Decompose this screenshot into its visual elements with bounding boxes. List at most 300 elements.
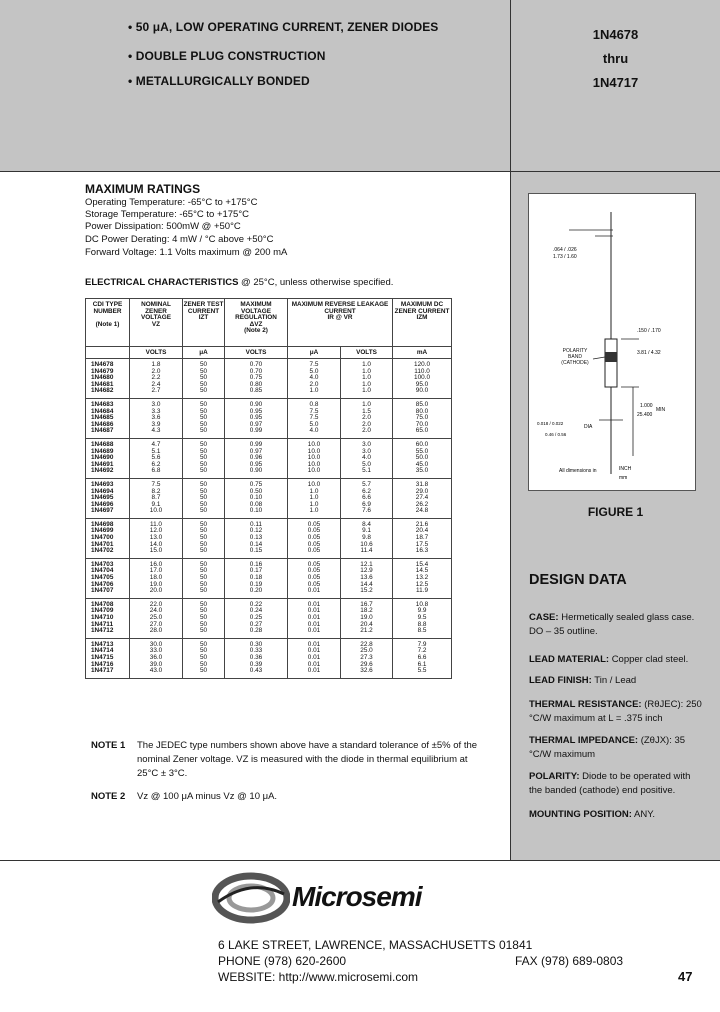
device-number-cell: 1N4688 [86,438,130,448]
value-cell: 0.99 [225,438,288,448]
value-cell: 55.0 [393,449,452,456]
value-cell: 28.0 [130,628,183,638]
unit-cell: VOLTS [130,347,183,359]
value-cell: 50 [183,369,225,376]
value-cell: 20.4 [393,528,452,535]
microsemi-logo-text: Microsemi [292,881,422,912]
table-row [86,582,452,589]
value-cell: 50 [183,478,225,488]
value-cell: 7.5 [288,409,341,416]
device-number-cell: 1N4689 [86,449,130,456]
website: WEBSITE: http://www.microsemi.com [218,970,419,984]
table-row [86,615,452,622]
dd-lead-finish: LEAD FINISH: Tin / Lead [529,675,637,686]
value-cell: 0.01 [288,638,341,648]
value-cell: 22.0 [130,598,183,608]
value-cell: 24.0 [130,608,183,615]
value-cell: 0.97 [225,422,288,429]
note-line: nominal Zener voltage. VZ is measured with the diode in thermal equilibrium at [137,754,468,765]
ec-heading [85,277,393,288]
table-row [86,622,452,629]
value-cell: 0.11 [225,518,288,528]
value-cell: 0.16 [225,558,288,568]
value-cell: 7.2 [393,648,452,655]
dim-unit-in: INCH [619,466,632,472]
value-cell: 13.0 [130,535,183,542]
table-row [86,369,452,376]
value-cell: 0.05 [288,548,341,558]
col-header-voltage-regulation: MAXIMUM VOLTAGE REGULATION ΔVZ (Note 2) [225,299,288,347]
value-cell: 2.0 [130,369,183,376]
value-cell: 70.0 [393,422,452,429]
cathode-band [605,352,617,362]
value-cell: 0.05 [288,558,341,568]
value-cell: 0.95 [225,462,288,469]
value-cell: 80.0 [393,409,452,416]
value-cell: 17.0 [130,568,183,575]
value-cell: 0.95 [225,409,288,416]
value-cell: 0.17 [225,568,288,575]
value-cell: 50 [183,455,225,462]
device-number-cell: 1N4703 [86,558,130,568]
value-cell: 31.8 [393,478,452,488]
value-cell: 50 [183,655,225,662]
table-row [86,535,452,542]
value-cell: 85.0 [393,398,452,408]
table-row [86,359,452,369]
device-number-cell: 1N4696 [86,502,130,509]
value-cell: 50 [183,382,225,389]
table-row [86,462,452,469]
part-number-to: 1N4717 [592,75,639,90]
value-cell: 30.0 [130,638,183,648]
value-cell: 75.0 [393,415,452,422]
value-cell: 27.3 [341,655,393,662]
value-cell: 1.0 [341,388,393,398]
device-number-cell: 1N4684 [86,409,130,416]
value-cell: 7.5 [288,359,341,369]
value-cell: 9.8 [341,535,393,542]
note-line: 25°C ± 3°C. [137,768,188,779]
feature-bullet-3: • METALLURGICALLY BONDED [128,74,310,88]
figure-1-drawing [528,193,696,491]
device-number-cell: 1N4690 [86,455,130,462]
value-cell: 50 [183,462,225,469]
value-cell: 0.70 [225,369,288,376]
value-cell: 7.6 [341,508,393,518]
value-cell: 110.0 [393,369,452,376]
value-cell: 50 [183,542,225,549]
value-cell: 15.2 [341,588,393,598]
value-cell: 95.0 [393,382,452,389]
value-cell: 6.6 [341,495,393,502]
dd-polarity: POLARITY: Diode to be operated with the banded (cathode) end positive. [529,771,691,796]
dd-lead-material: LEAD MATERIAL: Copper clad steel. [529,654,689,665]
value-cell: 1.0 [341,398,393,408]
value-cell: 0.01 [288,622,341,629]
value-cell: 0.95 [225,415,288,422]
note-line: Vz @ 100 μA minus Vz @ 10 μA. [137,791,278,802]
value-cell: 0.85 [225,388,288,398]
device-number-cell: 1N4716 [86,662,130,669]
device-number-cell: 1N4682 [86,388,130,398]
value-cell: 0.14 [225,542,288,549]
value-cell: 12.1 [341,558,393,568]
value-cell: 10.0 [288,438,341,448]
value-cell: 10.6 [341,542,393,549]
value-cell: 0.15 [225,548,288,558]
value-cell: 50 [183,528,225,535]
rating-line: Forward Voltage: 1.1 Volts maximum @ 200 mA [85,247,288,258]
value-cell: 10.8 [393,598,452,608]
value-cell: 0.70 [225,359,288,369]
value-cell: 50 [183,668,225,678]
value-cell: 16.0 [130,558,183,568]
device-number-cell: 1N4717 [86,668,130,678]
table-row [86,668,452,678]
feature-bullet-2: • DOUBLE PLUG CONSTRUCTION [128,49,326,63]
value-cell: 5.5 [393,668,452,678]
glass-body [605,339,617,387]
value-cell: 0.13 [225,535,288,542]
table-row [86,428,452,438]
note-line: The JEDEC type numbers shown above have a standard tolerance of ±5% of the [137,740,478,751]
value-cell: 6.6 [393,655,452,662]
value-cell: 15.0 [130,548,183,558]
table-row [86,558,452,568]
table-row [86,375,452,382]
value-cell: 1.0 [288,508,341,518]
value-cell: 0.36 [225,655,288,662]
table-row [86,478,452,488]
device-number-cell: 1N4702 [86,548,130,558]
value-cell: 14.5 [393,568,452,575]
value-cell: 19.0 [341,615,393,622]
value-cell: 0.05 [288,582,341,589]
device-number-cell: 1N4699 [86,528,130,535]
device-number-cell: 1N4693 [86,478,130,488]
value-cell: 5.0 [341,462,393,469]
part-number-from: 1N4678 [592,27,639,42]
value-cell: 0.97 [225,449,288,456]
value-cell: 16.7 [341,598,393,608]
value-cell: 0.01 [288,655,341,662]
value-cell: 10.0 [288,462,341,469]
unit-cell: VOLTS [225,347,288,359]
fax: FAX (978) 689-0803 [515,954,624,968]
value-cell: 2.7 [130,388,183,398]
dim-unit-mm: mm [619,475,628,481]
value-cell: 0.01 [288,668,341,678]
value-cell: 3.0 [341,449,393,456]
value-cell: 1.0 [288,489,341,496]
value-cell: 3.6 [130,415,183,422]
value-cell: 0.30 [225,638,288,648]
device-number-cell: 1N4683 [86,398,130,408]
value-cell: 6.9 [341,502,393,509]
value-cell: 50 [183,582,225,589]
dim-dia-text: 0.018 / 0.022 [537,421,564,426]
value-cell: 0.01 [288,662,341,669]
value-cell: 10.0 [130,508,183,518]
value-cell: 0.10 [225,508,288,518]
value-cell: 60.0 [393,438,452,448]
value-cell: 50 [183,422,225,429]
value-cell: 14.0 [130,542,183,549]
value-cell: 45.0 [393,462,452,469]
value-cell: 17.5 [393,542,452,549]
device-number-cell: 1N4697 [86,508,130,518]
table-row [86,398,452,408]
table-row [86,655,452,662]
rating-line: Operating Temperature: -65°C to +175°C [85,197,258,208]
value-cell: 90.0 [393,388,452,398]
value-cell: 5.1 [130,449,183,456]
value-cell: 50 [183,438,225,448]
device-number-cell: 1N4687 [86,428,130,438]
value-cell: 50 [183,535,225,542]
value-cell: 4.7 [130,438,183,448]
value-cell: 50 [183,375,225,382]
value-cell: 50 [183,662,225,669]
value-cell: 2.2 [130,375,183,382]
value-cell: 10.0 [288,455,341,462]
device-number-cell: 1N4694 [86,489,130,496]
table-row [86,648,452,655]
value-cell: 4.0 [288,428,341,438]
value-cell: 29.6 [341,662,393,669]
value-cell: 29.0 [393,489,452,496]
diode-outline-svg [529,194,695,490]
value-cell: 18.2 [341,608,393,615]
device-number-cell: 1N4698 [86,518,130,528]
value-cell: 26.2 [393,502,452,509]
value-cell: 9.5 [393,615,452,622]
value-cell: 32.6 [341,668,393,678]
dim-note-text: All dimensions in [559,468,597,474]
value-cell: 0.01 [288,628,341,638]
device-number-cell: 1N4700 [86,535,130,542]
dim-body-mm-text: 3.81 / 4.32 [637,350,661,356]
value-cell: 50 [183,398,225,408]
value-cell: 50 [183,598,225,608]
value-cell: 0.12 [225,528,288,535]
device-number-cell: 1N4707 [86,588,130,598]
value-cell: 1.0 [288,502,341,509]
value-cell: 4.3 [130,428,183,438]
table-row [86,662,452,669]
value-cell: 50 [183,518,225,528]
table-row [86,489,452,496]
value-cell: 0.05 [288,528,341,535]
value-cell: 3.9 [130,422,183,429]
device-number-cell: 1N4712 [86,628,130,638]
table-row [86,588,452,598]
value-cell: 13.6 [341,575,393,582]
dim-lead-mm-text: 1.73 / 1.60 [553,254,577,260]
value-cell: 7.5 [288,415,341,422]
device-number-cell: 1N4711 [86,622,130,629]
dia-text: DIA [584,424,593,430]
leader-line [593,357,605,359]
table-row [86,502,452,509]
value-cell: 4.0 [288,375,341,382]
device-number-cell: 1N4691 [86,462,130,469]
dd-case: CASE: Hermetically sealed glass case. DO – 35 outline. [529,612,695,637]
value-cell: 21.6 [393,518,452,528]
value-cell: 0.05 [288,568,341,575]
value-cell: 22.8 [341,638,393,648]
value-cell: 3.0 [130,398,183,408]
value-cell: 50 [183,449,225,456]
value-cell: 7.5 [130,478,183,488]
value-cell: 36.0 [130,655,183,662]
value-cell: 50 [183,638,225,648]
device-number-cell: 1N4715 [86,655,130,662]
device-number-cell: 1N4714 [86,648,130,655]
note-2-text [137,790,482,804]
device-number-cell: 1N4679 [86,369,130,376]
figure-caption: FIGURE 1 [587,505,644,519]
value-cell: 50 [183,502,225,509]
value-cell: 50 [183,558,225,568]
table-header-row [86,299,452,347]
part-number-thru: thru [602,51,629,66]
design-data-title: DESIGN DATA [529,572,627,588]
value-cell: 1.0 [341,369,393,376]
table-row [86,422,452,429]
value-cell: 20.4 [341,622,393,629]
table-row [86,382,452,389]
device-number-cell: 1N4680 [86,375,130,382]
device-number-cell: 1N4701 [86,542,130,549]
device-number-cell: 1N4713 [86,638,130,648]
value-cell: 0.90 [225,468,288,478]
value-cell: 0.50 [225,489,288,496]
value-cell: 6.1 [393,662,452,669]
value-cell: 5.1 [341,468,393,478]
value-cell: 4.0 [341,455,393,462]
table-row [86,598,452,608]
value-cell: 11.4 [341,548,393,558]
device-number-cell: 1N4708 [86,598,130,608]
dd-thermal-impedance: THERMAL IMPEDANCE: (ZθJX): 35 °C/W maximum [529,735,686,760]
table-row [86,388,452,398]
value-cell: 9.1 [130,502,183,509]
dd-thermal-resistance: THERMAL RESISTANCE: (RθJEC): 250 °C/W maximum at L = .375 inch [529,699,702,724]
device-number-cell: 1N4678 [86,359,130,369]
col-header-test-current: ZENER TEST CURRENT IZT [183,299,225,347]
value-cell: 35.0 [393,468,452,478]
value-cell: 1.0 [341,375,393,382]
value-cell: 11.9 [393,588,452,598]
value-cell: 11.0 [130,518,183,528]
value-cell: 0.25 [225,615,288,622]
value-cell: 50 [183,359,225,369]
value-cell: 1.0 [288,388,341,398]
col-header-cdi: CDI TYPE NUMBER (Note 1) [86,299,130,347]
value-cell: 6.2 [130,462,183,469]
value-cell: 9.1 [341,528,393,535]
value-cell: 16.3 [393,548,452,558]
rating-line: DC Power Derating: 4 mW / °C above +50°C [85,234,274,245]
device-number-cell: 1N4685 [86,415,130,422]
value-cell: 65.0 [393,428,452,438]
address: 6 LAKE STREET, LAWRENCE, MASSACHUSETTS 01841 [218,938,533,952]
device-number-cell: 1N4706 [86,582,130,589]
value-cell: 0.8 [288,398,341,408]
value-cell: 10.0 [288,449,341,456]
value-cell: 0.01 [288,648,341,655]
value-cell: 0.08 [225,502,288,509]
value-cell: 0.01 [288,588,341,598]
value-cell: 50 [183,628,225,638]
unit-cell [86,347,130,359]
value-cell: 50 [183,622,225,629]
divider-bottom [0,860,720,861]
value-cell: 50.0 [393,455,452,462]
value-cell: 18.7 [393,535,452,542]
col-header-leakage: MAXIMUM REVERSE LEAKAGE CURRENT IR @ VR [288,299,393,347]
device-number-cell: 1N4686 [86,422,130,429]
value-cell: 50 [183,608,225,615]
dim-len-mm-text: 25.400 [637,412,653,418]
table-row [86,542,452,549]
value-cell: 0.75 [225,375,288,382]
value-cell: 50 [183,388,225,398]
value-cell: 39.0 [130,662,183,669]
device-number-cell: 1N4692 [86,468,130,478]
phone: PHONE (978) 620-2600 [218,954,347,968]
device-number-cell: 1N4709 [86,608,130,615]
value-cell: 25.0 [341,648,393,655]
page-number: 47 [678,969,693,984]
value-cell: 0.39 [225,662,288,669]
electrical-characteristics-table [85,298,452,679]
table-row [86,608,452,615]
value-cell: 2.0 [341,415,393,422]
value-cell: 1.0 [341,382,393,389]
table-row [86,568,452,575]
value-cell: 120.0 [393,359,452,369]
value-cell: 6.8 [130,468,183,478]
dim-len-text: 1.000 [640,403,653,409]
value-cell: 50 [183,648,225,655]
value-cell: 24.8 [393,508,452,518]
value-cell: 8.8 [393,622,452,629]
note-2-label: NOTE 2 [91,791,126,802]
table-row [86,518,452,528]
unit-cell: VOLTS [341,347,393,359]
col-header-dc-current: MAXIMUM DC ZENER CURRENT IZM [393,299,452,347]
value-cell: 1.8 [130,359,183,369]
value-cell: 8.5 [393,628,452,638]
value-cell: 5.0 [288,369,341,376]
table-row [86,548,452,558]
value-cell: 0.19 [225,582,288,589]
rating-line: Power Dissipation: 500mW @ +50°C [85,221,241,232]
table-row [86,438,452,448]
ec-condition: @ 25°C, unless otherwise specified. [238,277,394,288]
value-cell: 50 [183,495,225,502]
ec-title: ELECTRICAL CHARACTERISTICS [85,277,239,288]
value-cell: 0.27 [225,622,288,629]
value-cell: 0.22 [225,598,288,608]
value-cell: 100.0 [393,375,452,382]
value-cell: 43.0 [130,668,183,678]
col-header-nominal-voltage: NOMINAL ZENER VOLTAGE VZ [130,299,183,347]
dd-mounting: MOUNTING POSITION: ANY. [529,809,655,820]
